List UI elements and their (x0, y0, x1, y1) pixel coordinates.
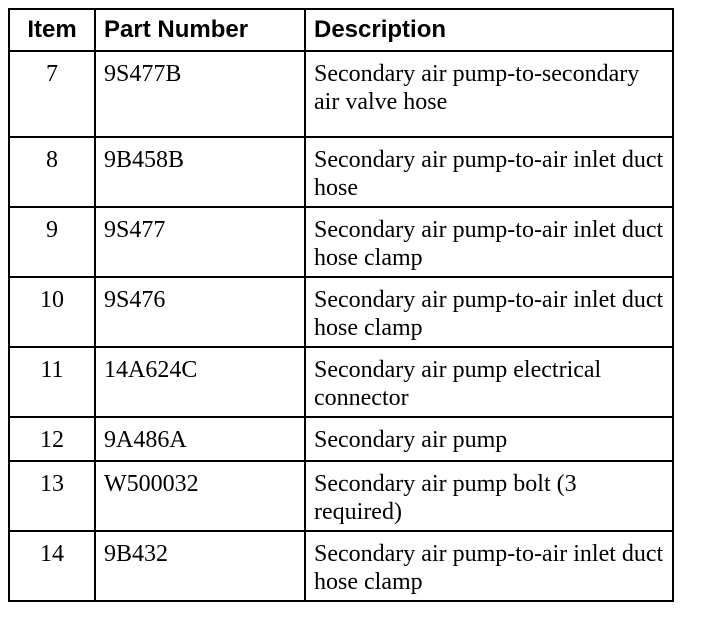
cell-part-number: 9A486A (95, 417, 305, 461)
cell-description: Secondary air pump-to-air inlet duct hose (305, 137, 673, 207)
table-row (9, 277, 673, 347)
parts-table (8, 8, 674, 602)
cell-item: 9 (9, 207, 95, 277)
header-part-number: Part Number (95, 9, 305, 51)
cell-part-number: 14A624C (95, 347, 305, 417)
cell-description: Secondary air pump electrical connector (305, 347, 673, 417)
table-row (9, 461, 673, 531)
header-description: Description (305, 9, 673, 51)
cell-description: Secondary air pump (305, 417, 673, 461)
cell-part-number: 9B432 (95, 531, 305, 601)
table-row (9, 137, 673, 207)
cell-description: Secondary air pump-to-secondary air valve hose (305, 51, 673, 137)
table-body (9, 51, 673, 601)
cell-item: 11 (9, 347, 95, 417)
cell-item: 14 (9, 531, 95, 601)
cell-item: 13 (9, 461, 95, 531)
cell-item: 10 (9, 277, 95, 347)
table-row (9, 417, 673, 461)
table-row (9, 347, 673, 417)
cell-part-number: 9S476 (95, 277, 305, 347)
table-row (9, 531, 673, 601)
cell-item: 8 (9, 137, 95, 207)
cell-part-number: 9B458B (95, 137, 305, 207)
cell-item: 12 (9, 417, 95, 461)
cell-description: Secondary air pump bolt (3 required) (305, 461, 673, 531)
cell-item: 7 (9, 51, 95, 137)
table-header (9, 9, 673, 51)
cell-part-number: W500032 (95, 461, 305, 531)
cell-description: Secondary air pump-to-air inlet duct hose clamp (305, 531, 673, 601)
table-row (9, 207, 673, 277)
header-item: Item (9, 9, 95, 51)
cell-part-number: 9S477 (95, 207, 305, 277)
header-row (9, 9, 673, 51)
cell-description: Secondary air pump-to-air inlet duct hose clamp (305, 277, 673, 347)
cell-description: Secondary air pump-to-air inlet duct hose clamp (305, 207, 673, 277)
cell-part-number: 9S477B (95, 51, 305, 137)
table-row (9, 51, 673, 137)
